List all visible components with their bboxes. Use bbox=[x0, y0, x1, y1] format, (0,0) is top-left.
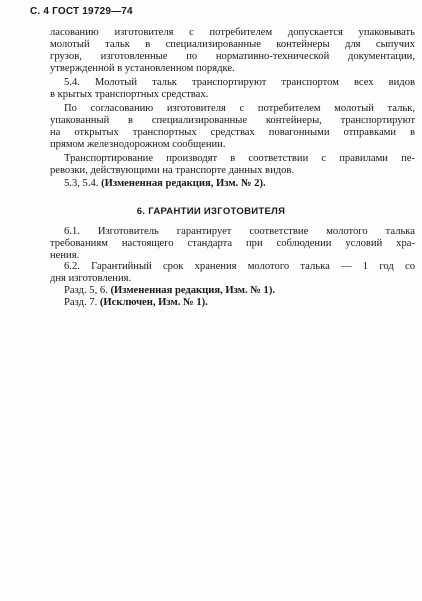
clause-6-1-line: нения. bbox=[50, 250, 80, 261]
text-line: ласованию изготовителя с потребителем допускается упаковывать bbox=[50, 27, 415, 38]
amendment-note-text: (Измененная редакция, Изм. № 1). bbox=[110, 285, 276, 296]
amendment-note bbox=[64, 178, 266, 190]
amendment-note bbox=[64, 285, 275, 297]
clause-6-2-line: дня изготовления. bbox=[50, 273, 132, 284]
transport-line: ревозки, действующими на транспорте данных видов. bbox=[50, 165, 295, 176]
amendment-note-prefix: 5.3, 5.4. bbox=[64, 178, 102, 189]
text-line: грузов, изготовленные по нормативно-технической документации, bbox=[50, 51, 415, 62]
amendment-note-prefix: Разд. 7. bbox=[64, 297, 100, 308]
agreement-line: упакованный в специализированные контейнеры, транспортируют bbox=[50, 115, 415, 126]
amendment-note-text: (Измененная редакция, Изм. № 2). bbox=[101, 178, 266, 189]
agreement-line: По согласованию изготовителя с потребителем молотый тальк, bbox=[64, 103, 415, 114]
clause-6-1-line: 6.1. Изготовитель гарантирует соответствие молотого талька bbox=[64, 226, 415, 237]
clause-6-2-line: 6.2. Гарантийный срок хранения молотого талька — 1 год со bbox=[64, 261, 415, 272]
text-line: молотый тальк в специализированные контейнеры для сыпучих bbox=[50, 39, 415, 50]
agreement-line: на открытых транспортных средствах повагонными отправками в bbox=[50, 127, 415, 138]
clause-5-4-line: 5.4. Молотый тальк транспортируют транспортом всех видов bbox=[64, 77, 415, 88]
clause-5-4-line: в крытых транспортных средствах. bbox=[50, 89, 209, 100]
clause-6-1-line: требованиям настоящего стандарта при соблюдении условий хра- bbox=[50, 238, 415, 249]
agreement-line: прямом железнодорожном сообщении. bbox=[50, 139, 226, 150]
text-line: утвержденной в установленном порядке. bbox=[50, 63, 235, 74]
amendment-note bbox=[64, 297, 208, 309]
section-title: 6. ГАРАНТИИ ИЗГОТОВИТЕЛЯ bbox=[136, 206, 286, 217]
page-header: С. 4 ГОСТ 19729—74 bbox=[30, 6, 133, 17]
transport-line: Транспортирование производят в соответствии с правилами пе- bbox=[64, 153, 415, 164]
amendment-note-text: (Исключен, Изм. № 1). bbox=[99, 297, 208, 308]
amendment-note-prefix: Разд. 5, 6. bbox=[64, 285, 111, 296]
